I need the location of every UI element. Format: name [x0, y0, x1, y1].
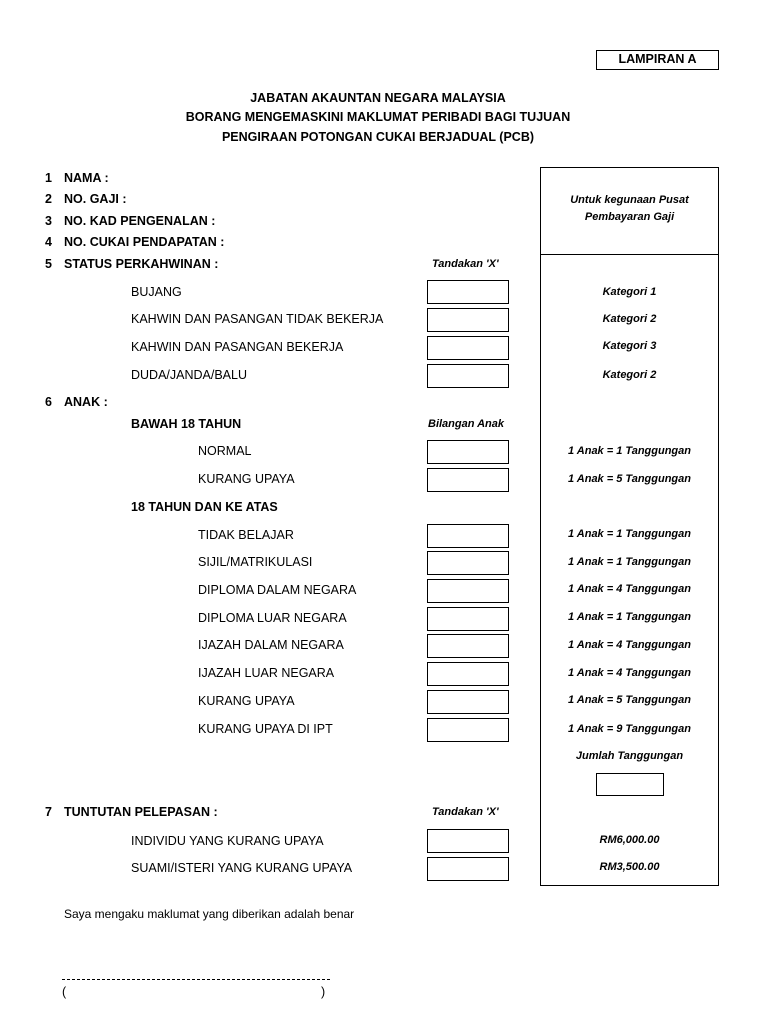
status-kahwin-bekerja-checkbox[interactable] [427, 336, 509, 360]
over18-kurang-upaya-label: KURANG UPAYA [198, 694, 295, 708]
status-bujang-checkbox[interactable] [427, 280, 509, 304]
bilangan-anak-label: Bilangan Anak [428, 418, 504, 430]
status-duda-checkbox[interactable] [427, 364, 509, 388]
office-use-line1: Untuk kegunaan Pusat [570, 194, 689, 206]
signature-line[interactable] [62, 979, 330, 980]
form-subtitle: PENGIRAAN POTONGAN CUKAI BERJADUAL (PCB) [221, 130, 535, 144]
under18-normal-input[interactable] [427, 440, 509, 464]
over18-diploma-luar-input[interactable] [427, 607, 509, 631]
tuntutan-individu-amount: RM6,000.00 [599, 834, 660, 846]
status-bujang-category: Kategori 1 [602, 286, 657, 298]
status-duda-label: DUDA/JANDA/BALU [131, 368, 247, 382]
field-nama-label: NAMA : [64, 171, 109, 185]
field-num: 1 [45, 171, 52, 185]
over18-kurang-upaya-rule: 1 Anak = 5 Tanggungan [568, 694, 691, 706]
over18-diploma-luar-label: DIPLOMA LUAR NEGARA [198, 611, 347, 625]
under18-normal-rule: 1 Anak = 1 Tanggungan [568, 445, 691, 457]
over18-diploma-dalam-input[interactable] [427, 579, 509, 603]
field-num: 3 [45, 214, 52, 228]
tuntutan-tandakan-label: Tandakan 'X' [432, 806, 499, 818]
tuntutan-suami-isteri-amount: RM3,500.00 [599, 861, 660, 873]
field-kad-pengenalan-label: NO. KAD PENGENALAN : [64, 214, 216, 228]
agency-title: JABATAN AKAUNTAN NEGARA MALAYSIA [250, 91, 506, 105]
status-kahwin-bekerja-label: KAHWIN DAN PASANGAN BEKERJA [131, 340, 344, 354]
over18-kurang-upaya-ipt-rule: 1 Anak = 9 Tanggungan [568, 723, 691, 735]
over18-kurang-upaya-input[interactable] [427, 690, 509, 714]
over18-ijazah-dalam-label: IJAZAH DALAM NEGARA [198, 638, 344, 652]
status-duda-category: Kategori 2 [602, 369, 657, 381]
field-num: 5 [45, 257, 52, 271]
status-kahwin-bekerja-category: Kategori 3 [602, 340, 657, 352]
over18-ijazah-dalam-input[interactable] [427, 634, 509, 658]
over18-diploma-luar-rule: 1 Anak = 1 Tanggungan [568, 611, 691, 623]
jumlah-tanggungan-label: Jumlah Tanggungan [575, 750, 684, 762]
over18-ijazah-luar-label: IJAZAH LUAR NEGARA [198, 666, 335, 680]
field-num: 4 [45, 235, 52, 249]
status-kahwin-tidak-bekerja-checkbox[interactable] [427, 308, 509, 332]
over18-tidak-belajar-label: TIDAK BELAJAR [198, 528, 294, 542]
tuntutan-suami-isteri-label: SUAMI/ISTERI YANG KURANG UPAYA [131, 861, 353, 875]
under18-heading: BAWAH 18 TAHUN [131, 417, 242, 431]
over18-tidak-belajar-rule: 1 Anak = 1 Tanggungan [568, 528, 691, 540]
under18-kurang-upaya-rule: 1 Anak = 5 Tanggungan [568, 473, 691, 485]
over18-tidak-belajar-input[interactable] [427, 524, 509, 548]
tuntutan-individu-checkbox[interactable] [427, 829, 509, 853]
over18-ijazah-luar-input[interactable] [427, 662, 509, 686]
jumlah-tanggungan-input[interactable] [596, 773, 664, 796]
field-cukai-label: NO. CUKAI PENDAPATAN : [64, 235, 225, 249]
over18-diploma-dalam-label: DIPLOMA DALAM NEGARA [198, 583, 357, 597]
signature-close-paren: ) [321, 985, 326, 999]
over18-kurang-upaya-ipt-label: KURANG UPAYA DI IPT [198, 722, 333, 736]
tandakan-label: Tandakan 'X' [432, 258, 499, 270]
field-no-gaji-label: NO. GAJI : [64, 192, 127, 206]
under18-kurang-upaya-label: KURANG UPAYA [198, 472, 295, 486]
field-num: 7 [45, 805, 52, 819]
over18-ijazah-luar-rule: 1 Anak = 4 Tanggungan [568, 667, 691, 679]
lampiran-label: LAMPIRAN A [596, 50, 719, 70]
tuntutan-suami-isteri-checkbox[interactable] [427, 857, 509, 881]
under18-normal-label: NORMAL [198, 444, 252, 458]
declaration-text: Saya mengaku maklumat yang diberikan adalah benar [64, 907, 355, 921]
under18-kurang-upaya-input[interactable] [427, 468, 509, 492]
over18-sijil-label: SIJIL/MATRIKULASI [198, 555, 313, 569]
status-kahwin-tidak-bekerja-label: KAHWIN DAN PASANGAN TIDAK BEKERJA [131, 312, 384, 326]
field-num: 2 [45, 192, 52, 206]
office-use-line2: Pembayaran Gaji [584, 211, 675, 223]
status-bujang-label: BUJANG [131, 285, 182, 299]
signature-open-paren: ( [62, 985, 67, 999]
over18-diploma-dalam-rule: 1 Anak = 4 Tanggungan [568, 583, 691, 595]
over18-heading: 18 TAHUN DAN KE ATAS [131, 500, 278, 514]
status-kahwin-tidak-bekerja-category: Kategori 2 [602, 313, 657, 325]
field-status-label: STATUS PERKAHWINAN : [64, 257, 219, 271]
anak-label: ANAK : [64, 395, 108, 409]
form-title: BORANG MENGEMASKINI MAKLUMAT PERIBADI BAGI TUJUAN [185, 110, 571, 124]
over18-sijil-input[interactable] [427, 551, 509, 575]
over18-sijil-rule: 1 Anak = 1 Tanggungan [568, 556, 691, 568]
over18-ijazah-dalam-rule: 1 Anak = 4 Tanggungan [568, 639, 691, 651]
field-num: 6 [45, 395, 52, 409]
over18-kurang-upaya-ipt-input[interactable] [427, 718, 509, 742]
tuntutan-individu-label: INDIVIDU YANG KURANG UPAYA [131, 834, 324, 848]
tuntutan-label: TUNTUTAN PELEPASAN : [64, 805, 218, 819]
